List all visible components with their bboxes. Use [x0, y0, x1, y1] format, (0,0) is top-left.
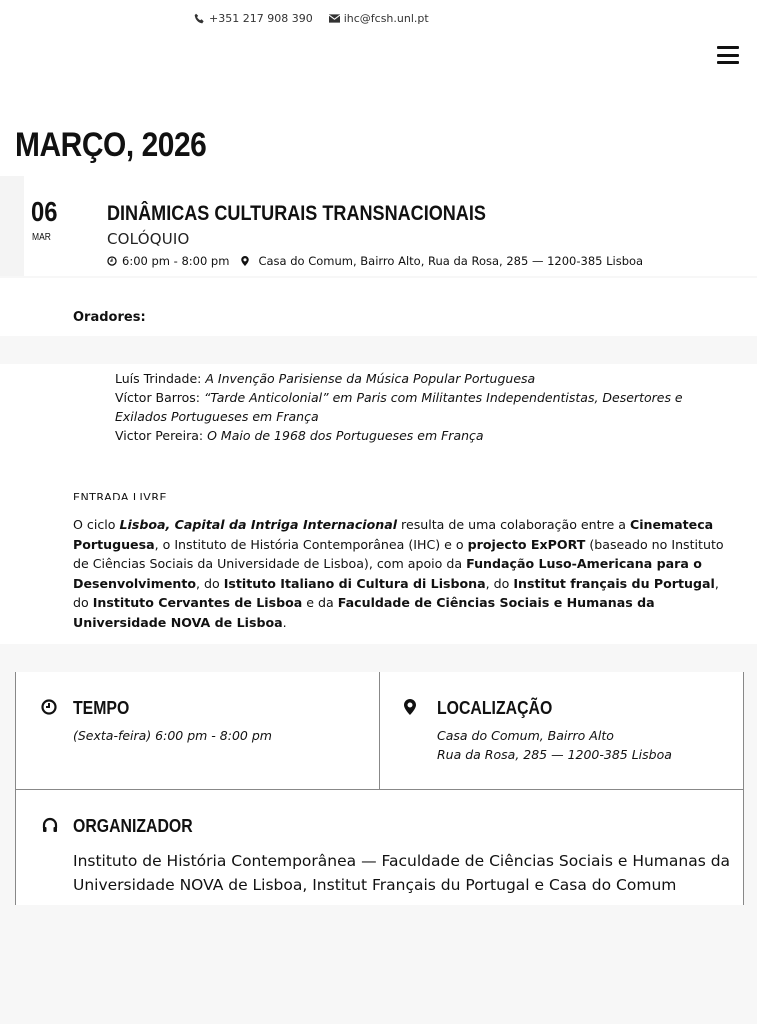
oradores-band	[0, 278, 757, 336]
speaker-item: Luís Trindade: A Invenção Parisiense da Música Popular Portuguesa	[115, 371, 536, 386]
tempo-heading: TEMPO	[73, 698, 130, 718]
email-link[interactable]: ihc@fcsh.unl.pt	[329, 12, 429, 25]
clock-icon	[41, 699, 57, 715]
localizacao-heading: LOCALIZAÇÃO	[437, 698, 553, 718]
tempo-value: (Sexta-feira) 6:00 pm - 8:00 pm	[73, 728, 272, 743]
speakers-list	[115, 369, 725, 445]
page-title: MARÇO, 2026	[15, 126, 207, 164]
headphones-icon	[42, 817, 58, 833]
entrada-livre-label: ENTRADA LIVRE	[73, 491, 167, 500]
description-paragraph: O ciclo Lisboa, Capital da Intriga Internacional resulta de uma colaboração entre a Cinemateca Portuguesa, o Instituto de História Contemporânea (IHC) e o projecto ExPORT (baseado no Instituto de Ciências Sociais da Universidade de Lisboa), com apoio da Fundação Luso-Americana para o Desenvolvimento, do Istituto Italiano di Cultura di Lisbona, do Institut français du Portugal, do Instituto Cervantes de Lisboa e da Faculdade de Ciências Sociais e Humanas da Universidade NOVA de Lisboa.	[73, 517, 724, 630]
clock-icon	[107, 256, 117, 266]
phone-icon	[194, 13, 205, 24]
speaker-item: Víctor Barros: “Tarde Anticolonial” em Paris com Militantes Independentistas, Desertores e Exilados Portugueses em França	[115, 390, 683, 424]
phone-link[interactable]: +351 217 908 390	[194, 12, 313, 25]
map-pin-icon	[240, 256, 250, 266]
event-location: Casa do Comum, Bairro Alto, Rua da Rosa, 285 — 1200-385 Lisboa	[258, 254, 644, 268]
event-day: 06	[31, 196, 58, 227]
divider	[379, 672, 380, 790]
organizador-value: Instituto de História Contemporânea — Faculdade de Ciências Sociais e Humanas da Universidade NOVA de Lisboa, Institut Français du Portugal e Casa do Comum	[73, 852, 731, 894]
envelope-icon	[329, 13, 340, 24]
event-type: COLÓQUIO	[107, 230, 190, 248]
contact-bar	[194, 12, 429, 25]
event-time: 6:00 pm - 8:00 pm	[122, 254, 230, 268]
oradores-label: Oradores:	[73, 310, 146, 325]
organizador-heading: ORGANIZADOR	[73, 816, 193, 836]
speaker-item: Victor Pereira: O Maio de 1968 dos Portugueses em França	[115, 428, 484, 443]
localizacao-value: Casa do Comum, Bairro Alto Rua da Rosa, 285 — 1200-385 Lisboa	[437, 728, 672, 762]
map-pin-icon	[404, 699, 416, 715]
event-title[interactable]: DINÂMICAS CULTURAIS TRANSNACIONAIS	[107, 202, 486, 225]
hamburger-menu-icon[interactable]	[717, 46, 739, 64]
event-meta	[107, 254, 643, 268]
divider	[15, 789, 744, 790]
event-month: MAR	[32, 232, 51, 243]
